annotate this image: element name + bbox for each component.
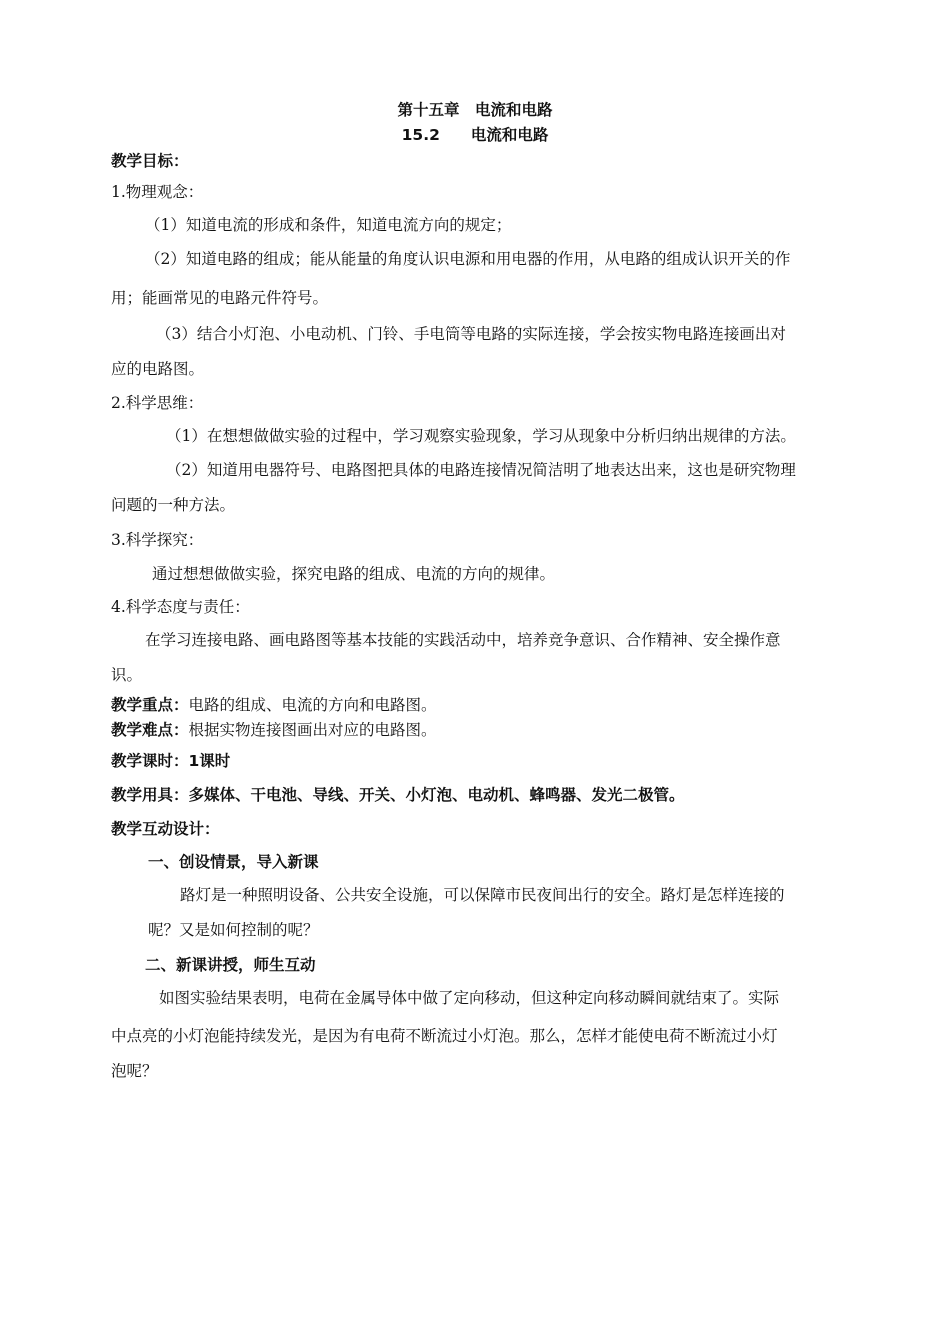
science-inquiry-p1: 通过想想做做实验，探究电路的组成、电流的方向的规律。 xyxy=(152,565,556,583)
attitude-heading: 4.科学态度与责任： xyxy=(111,598,250,616)
difficulty-label: 教学难点： xyxy=(111,721,189,739)
physics-concept-p3-line1: （3）结合小灯泡、小电动机、门铃、手电筒等电路的实际连接，学会按实物电路连接画出对 xyxy=(156,325,786,343)
physics-concept-heading: 1.物理观念： xyxy=(111,183,204,201)
part1-heading: 一、创设情景，导入新课 xyxy=(148,853,319,871)
hours-text: 1课时 xyxy=(188,752,231,770)
part2-line1: 如图实验结果表明，电荷在金属导体中做了定向移动，但这种定向移动瞬间就结束了。实际 xyxy=(159,989,780,1007)
physics-concept-p2-line1: （2）知道电路的组成；能从能量的角度认识电源和用电器的作用，从电路的组成认识开关的作 xyxy=(145,250,791,268)
tools-text: 多媒体、干电池、导线、开关、小灯泡、电动机、蜂鸣器、发光二极管。 xyxy=(188,786,685,804)
physics-concept-p3-line2: 应的电路图。 xyxy=(111,360,205,378)
key-points-text: 电路的组成、电流的方向和电路图。 xyxy=(188,696,437,714)
hours xyxy=(111,750,230,772)
key-points xyxy=(111,694,437,716)
physics-concept-p2-line2: 用；能画常见的电路元件符号。 xyxy=(111,289,329,307)
section-title: 15.2 电流和电路 xyxy=(401,126,549,144)
attitude-p1-line2: 识。 xyxy=(111,666,143,684)
difficulty-text: 根据实物连接图画出对应的电路图。 xyxy=(188,721,437,739)
science-thinking-p2-line2: 问题的一种方法。 xyxy=(111,496,236,514)
science-inquiry-heading: 3.科学探究： xyxy=(111,531,204,549)
design-heading: 教学互动设计： xyxy=(111,820,220,838)
science-thinking-p1: （1）在想想做做实验的过程中，学习观察实验现象，学习从现象中分析归纳出规律的方法。 xyxy=(166,427,796,445)
physics-concept-p1: （1）知道电流的形成和条件，知道电流方向的规定； xyxy=(145,216,512,234)
part2-line2: 中点亮的小灯泡能持续发光，是因为有电荷不断流过小灯泡。那么，怎样才能使电荷不断流过小灯 xyxy=(111,1027,778,1045)
chapter-title: 第十五章 电流和电路 xyxy=(397,101,553,119)
goals-heading: 教学目标： xyxy=(111,152,189,170)
science-thinking-heading: 2.科学思维： xyxy=(111,394,204,412)
part2-line3: 泡呢？ xyxy=(111,1062,158,1080)
part2-heading: 二、新课讲授，师生互动 xyxy=(145,956,316,974)
key-points-label: 教学重点： xyxy=(111,696,189,714)
part1-line1: 路灯是一种照明设备、公共安全设施，可以保障市民夜间出行的安全。路灯是怎样连接的 xyxy=(180,886,785,904)
tools xyxy=(111,784,685,806)
part1-line2: 呢？又是如何控制的呢？ xyxy=(148,921,319,939)
tools-label: 教学用具： xyxy=(111,786,189,804)
difficulty xyxy=(111,719,437,741)
attitude-p1-line1: 在学习连接电路、画电路图等基本技能的实践活动中，培养竞争意识、合作精神、安全操作意 xyxy=(145,631,781,649)
science-thinking-p2-line1: （2）知道用电器符号、电路图把具体的电路连接情况简洁明了地表达出来，这也是研究物理 xyxy=(166,461,796,479)
hours-label: 教学课时： xyxy=(111,752,189,770)
